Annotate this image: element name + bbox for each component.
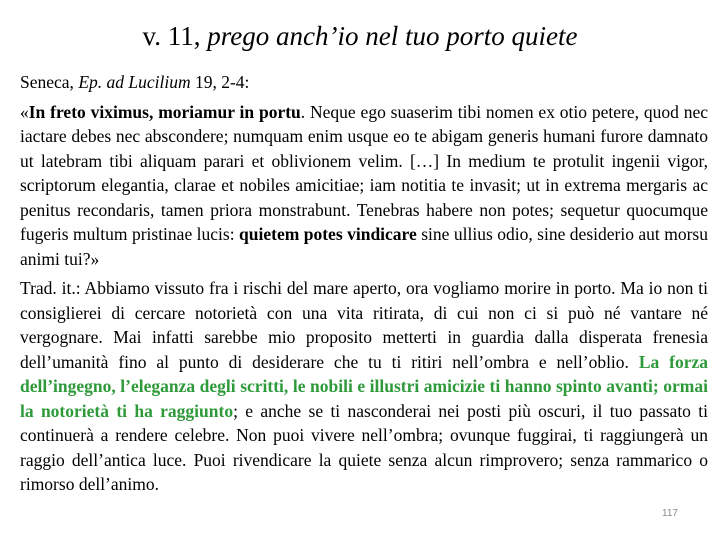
latin-bold-opening: In freto viximus, moriamur in portu [28, 101, 301, 122]
latin-passage [20, 100, 708, 272]
latin-bold-quietem: quietem potes vindicare [239, 224, 417, 244]
translation-green-highlight: La forza dell’ingegno, l’eleganza degli scritti, le nobili e illustri amicizie ti hanno spinto avanti; ormai la notorietà ti ha raggiunto [20, 351, 708, 421]
translation-text-start: Trad. it.: Abbiamo vissuto fra i rischi del mare aperto, ora vogliamo morire in porto. Ma io non ti consiglierei di cercare notorietà con una vita ritirata, di cui non ci si può né vantare né vergognare. Mai infatti sarebbe mio proposito metterti in guardia dalla disperata frenesia dell’umanità fino al punto di desiderare che tu ti ritiri nell’ombra e nell’oblio. [20, 278, 708, 372]
source-author: Seneca, [20, 72, 79, 92]
slide-title [0, 20, 720, 52]
source-citation [20, 70, 708, 95]
source-location: 19, 2-4: [190, 72, 250, 92]
translation-text-end: ; e anche se ti nasconderai nei posti più oscuri, il tuo passato ti continuerà a rendere celebre. Non puoi vivere nell’ombra; ovunque fuggirai, ti raggiungerà un raggio dell’antica luce. Puoi rivendicare la quiete senza alcun rimprovero; senza rammarico o rimorso dell’animo. [20, 400, 708, 494]
page-number: 117 [662, 508, 678, 519]
source-work: Ep. ad Lucilium [78, 72, 191, 92]
latin-open-quote: « [20, 101, 29, 122]
italian-translation [20, 276, 708, 497]
latin-text-main: . Neque ego suaserim tibi nomen ex otio petere, quod nec iactare debes nec abscondere; numquam enim usque eo te abigam generis humani furore damnato ut latebram tibi aliquam parari et oblivionem velim. […] In medium te protulit ingenii vigor, scriptorum elegantia, clarae et nobiles amicitiae; iam notitia te invasit; ut in extrema mergaris ac penitus recondaris, tamen priora monstrabunt. Tenebras habere non potes; sequetur quocumque fugeris multum pristinae lucis: [20, 101, 708, 244]
slide-content [20, 70, 708, 502]
title-prefix: v. 11, [142, 21, 208, 51]
latin-text-end: sine ullius odio, sine desiderio aut morsu animi tui?» [20, 224, 708, 269]
title-italic: prego anch’io nel tuo porto quiete [207, 21, 578, 51]
